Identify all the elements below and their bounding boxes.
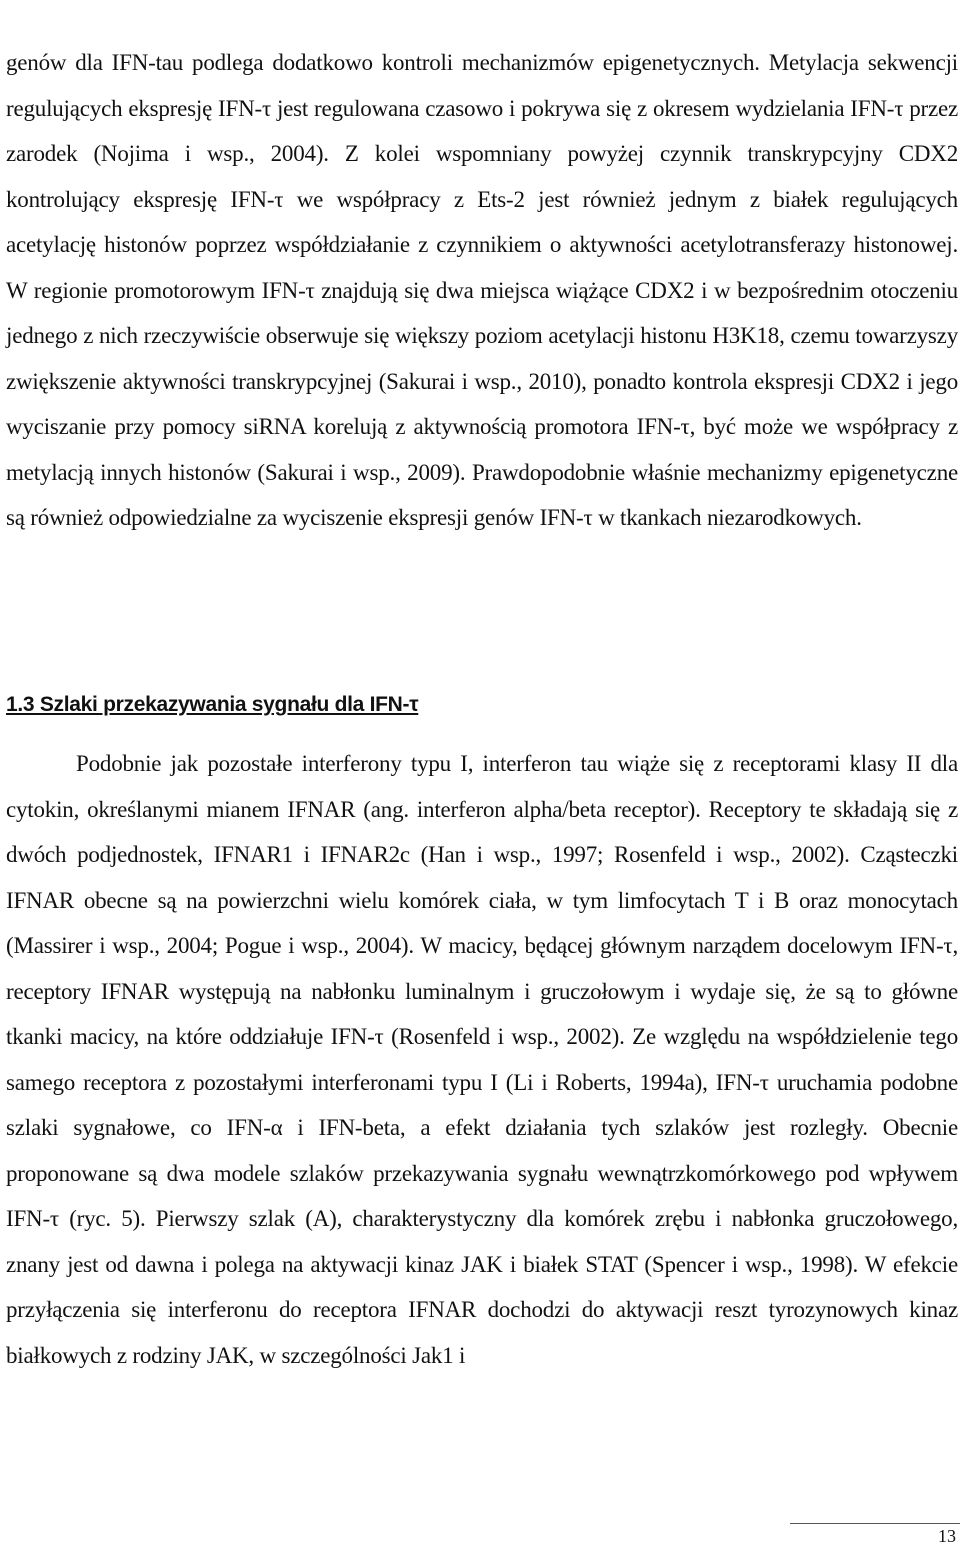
body-paragraph: genów dla IFN-tau podlega dodatkowo kontroli mechanizmów epigenetycznych. Metylacja sekwencji regulujących ekspresję IFN-τ jest regulowana czasowo i pokrywa się z okresem wydzielania IFN-τ przez zarodek (Nojima i wsp., 2004). Z kolei wspomniany powyżej czynnik transkrypcyjny CDX2 kontrolujący ekspresję IFN-τ we współpracy z Ets-2 jest również jednym z białek regulujących acetylację histonów poprzez współdziałanie z czynnikiem o aktywności acetylotransferazy histonowej. W regionie promotorowym IFN-τ znajdują się dwa miejsca wiążące CDX2 i w bezpośrednim otoczeniu jednego z nich rzeczywiście obserwuje się większy poziom acetylacji histonu H3K18, czemu towarzyszy zwiększenie aktywności transkrypcyjnej (Sakurai i wsp., 2010), ponadto kontrola ekspresji CDX2 i jego wyciszanie przy pomocy siRNA korelują z aktywnością promotora IFN-τ, być może we współpracy z metylacją innych histonów (Sakurai i wsp., 2009). Prawdopodobnie właśnie mechanizmy epigenetyczne są również odpowiedzialne za wyciszenie ekspresji genów IFN-τ w tkankach niezarodkowych. — [6, 50, 958, 530]
body-paragraph: Podobnie jak pozostałe interferony typu I, interferon tau wiąże się z receptorami klasy II dla cytokin, określanymi mianem IFNAR (ang. interferon alpha/beta receptor). Receptory te składają się z dwóch podjednostek, IFNAR1 i IFNAR2c (Han i wsp., 1997; Rosenfeld i wsp., 2002). Cząsteczki IFNAR obecne są na powierzchni wielu komórek ciała, w tym limfocytach T i B oraz monocytach (Massirer i wsp., 2004; Pogue i wsp., 2004). W macicy, będącej głównym narządem docelowym IFN-τ, receptory IFNAR występują na nabłonku luminalnym i gruczołowym i wydaje się, że są to główne tkanki macicy, na które oddziałuje IFN-τ (Rosenfeld i wsp., 2002). Ze względu na współdzielenie tego samego receptora z pozostałymi interferonami typu I (Li i Roberts, 1994a), IFN-τ uruchamia podobne szlaki sygnałowe, co IFN-α i IFN-beta, a efekt działania tych szlaków jest rozległy. Obecnie proponowane są dwa modele szlaków przekazywania sygnału wewnątrzkomórkowego pod wpływem IFN-τ (ryc. 5). Pierwszy szlak (A), charakterystyczny dla komórek zrębu i nabłonka gruczołowego, znany jest od dawna i polega na aktywacji kinaz JAK i białek STAT (Spencer i wsp., 1998). W efekcie przyłączenia się interferonu do receptora IFNAR dochodzi do aktywacji reszt tyrozynowych kinaz białkowych z rodziny JAK, w szczególności Jak1 i — [6, 751, 958, 1368]
page-number: 13 — [938, 1526, 956, 1546]
section-heading: 1.3 Szlaki przekazywania sygnału dla IFN-τ — [6, 693, 419, 716]
footer-divider — [790, 1523, 960, 1524]
